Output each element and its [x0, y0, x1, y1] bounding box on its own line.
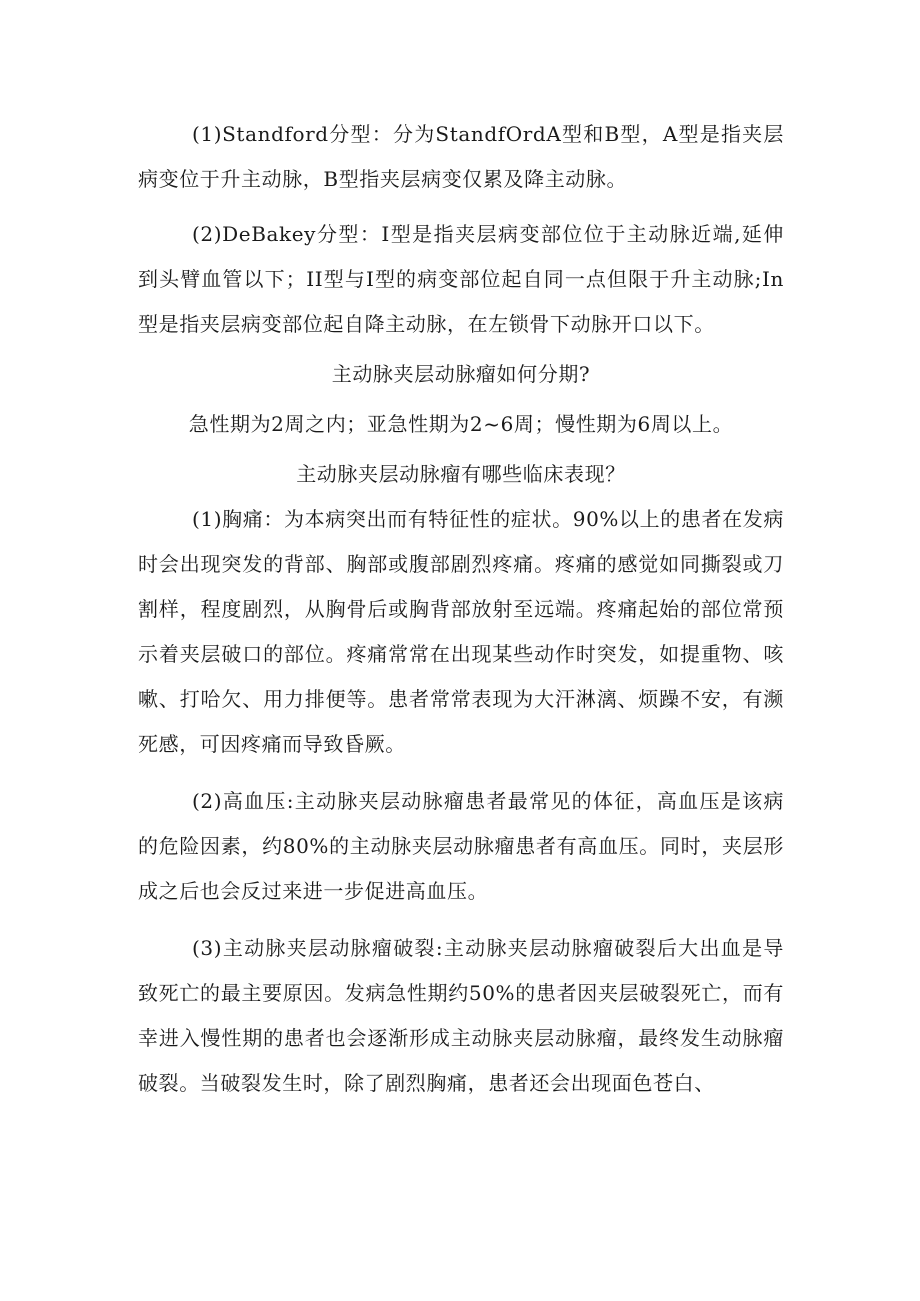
document-body	[138, 112, 784, 1106]
paragraph-staging: 急性期为2周之内；亚急性期为2~6周；慢性期为6周以上。	[188, 412, 734, 436]
paragraph-standford-classification: (1)Standford分型：分为StandfOrdA型和B型，A型是指夹层病变位于升主动脉，B型指夹层病变仅累及降主动脉。	[138, 122, 784, 191]
paragraph-rupture: (3)主动脉夹层动脉瘤破裂:主动脉夹层动脉瘤破裂后大出血是导致死亡的最主要原因。发病急性期约50%的患者因夹层破裂死亡，而有幸进入慢性期的患者也会逐渐形成主动脉夹层动脉瘤，最终发生动脉瘤破裂。当破裂发生时，除了剧烈胸痛，患者还会出现面色苍白、	[138, 936, 784, 1095]
heading-staging: 主动脉夹层动脉瘤如何分期?	[331, 362, 591, 386]
paragraph-hypertension: (2)高血压:主动脉夹层动脉瘤患者最常见的体征，高血压是该病的危险因素，约80%的主动脉夹层动脉瘤患者有高血压。同时，夹层形成之后也会反过来进一步促进高血压。	[138, 789, 784, 903]
heading-clinical-manifestations: 主动脉夹层动脉瘤有哪些临床表现？	[296, 462, 626, 486]
paragraph-chest-pain: (1)胸痛：为本病突出而有特征性的症状。90%以上的患者在发病时会出现突发的背部、胸部或腹部剧烈疼痛。疼痛的感觉如同撕裂或刀割样，程度剧烈，从胸骨后或胸背部放射至远端。疼痛起始的部位常预示着夹层破口的部位。疼痛常常在出现某些动作时突发，如提重物、咳嗽、打哈欠、用力排便等。患者常常表现为大汗淋漓、烦躁不安，有濒死感，可因疼痛而导致昏厥。	[138, 507, 784, 756]
paragraph-debakey-classification: (2)DeBakey分型：I型是指夹层病变部位位于主动脉近端,延伸到头臂血管以下；II型与I型的病变部位起自同一点但限于升主动脉;In型是指夹层病变部位起自降主动脉，在左锁骨下动脉开口以下。	[138, 222, 784, 336]
